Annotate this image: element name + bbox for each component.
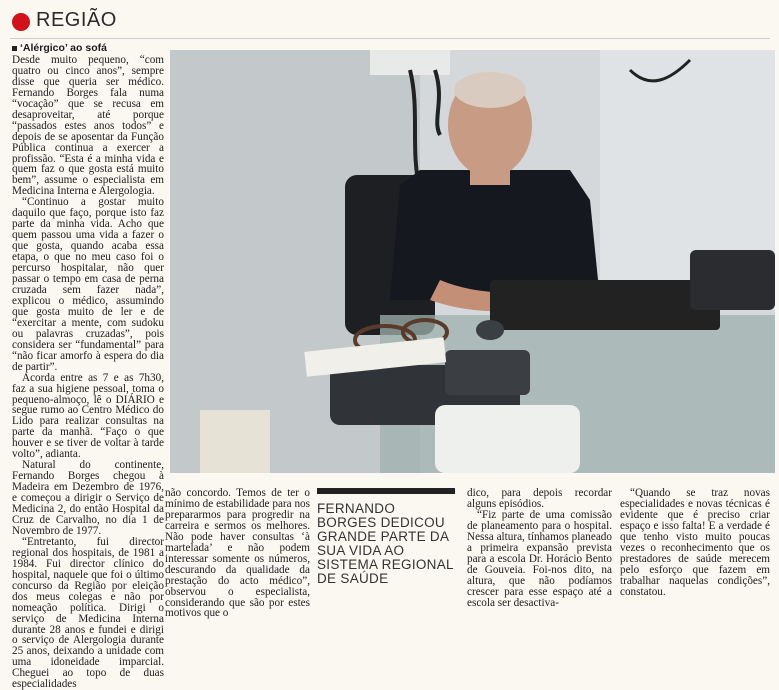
paragraph: “Entretanto, fui director regional dos hospitais, de 1981 a 1984. Fui director clínico do hospital, naquele que foi o último concurso da Região por eleição dos meus colegas e não por nomeação política. Dirigi o serviço de Medicina Interna durante 28 anos e fundei e dirigi o serviço de Alergologia durante 25 anos, deixando a unidade com uma idoneidade imparcial. Cheguei ao topo de duas especialidades <box>12 535 164 690</box>
section-dot-icon <box>12 13 30 31</box>
paragraph: “Continuo a gostar muito daquilo que faço, porque isto faz parte da minha vida. Acho que quem passou uma vida a fazer o que gosta, quando acaba essa etapa, o que no meu caso foi o percurso hospitalar, não quer passar o tempo em casa de perna cruzada sem fazer nada”, explicou o médico, assumindo que gosta muito de ler e de “exercitar a mente, com sudoku ou palavras cruzadas”, pois considera ser “fundamental” para “não ficar amorfo à espera do dia de partir”. <box>12 196 164 373</box>
column-3 <box>467 488 612 608</box>
subheading-text: ‘Alérgico’ ao sofá <box>20 42 107 54</box>
paragraph: Natural do continente, Fernando Borges chegou à Madeira em Dezembro de 1976, e começou a dirigir o Serviço de Medicina 2, do então Hospital da Cruz de Carvalho, no dia 1 de Novembro de 1977. <box>12 459 164 537</box>
subheading <box>12 43 164 54</box>
paragraph: não concordo. Temos de ter o mínimo de estabilidade para nos prepararmos para progredir na carreira e sermos os melhores. Não pode haver consultas ‘à martelada’ e não podem interessar somente os números, descurando da qualidade da prestação do acto médico”, observou o especialista, considerando que são por estes motivos que o <box>165 487 310 620</box>
paragraph: dico, para depois recordar alguns episódios. <box>467 487 612 510</box>
pull-quote-text: FERNANDO BORGES DEDICOU GRANDE PARTE DA SUA VIDA AO SISTEMA REGIONAL DE SAÚDE <box>317 501 454 586</box>
section-header <box>0 0 779 40</box>
paragraph: “Fiz parte de uma comissão de planeamento para o hospital. Nessa altura, tínhamos planeado a primeira expansão prevista para a escola Dr. Horácio Bento de Gouveia. Foi-nos dito, na altura, que não podíamos crescer para esse espaço até a escola ser desactiva- <box>467 508 612 609</box>
column-2 <box>165 488 310 619</box>
header-rule <box>10 38 770 39</box>
square-bullet-icon <box>12 46 17 51</box>
section-title: REGIÃO <box>36 9 117 31</box>
paragraph: Desde muito pequeno, “com quatro ou cinco anos”, sempre disse que queria ser médico. Fernando Borges fala numa “vocação” que se recusa em desaproveitar, até porque “passados estes anos todos” e depois de se aposentar da Função Pública continua a exercer a profissão. “Esta é a minha vida e quem faz o que gosta está muito bem”, assume o especialista em Medicina Interna e Alergologia. <box>12 53 164 198</box>
column-1 <box>12 43 164 690</box>
column-4 <box>620 488 770 598</box>
paragraph: Acorda entre as 7 e as 7h30, faz a sua higiene pessoal, toma o pequeno-almoço, lê o DIÁRIO e segue rumo ao Centro Médico do Lido para realizar consultas na parte da manhã. “Faço o que houver e se tiver de voltar à tarde volto”, adianta. <box>12 371 164 461</box>
paragraph: “Quando se traz novas especialidades e novas técnicas é evidente que é preciso criar espaço e isso falta! E a verdade é que tenho visto muito poucas vezes o reconhecimento que os prestadores de saúde merecem pelo esforço que fazem em trabalhar naquelas condições”, constatou. <box>620 487 770 598</box>
pull-quote <box>317 488 455 586</box>
article-photo <box>170 50 775 473</box>
